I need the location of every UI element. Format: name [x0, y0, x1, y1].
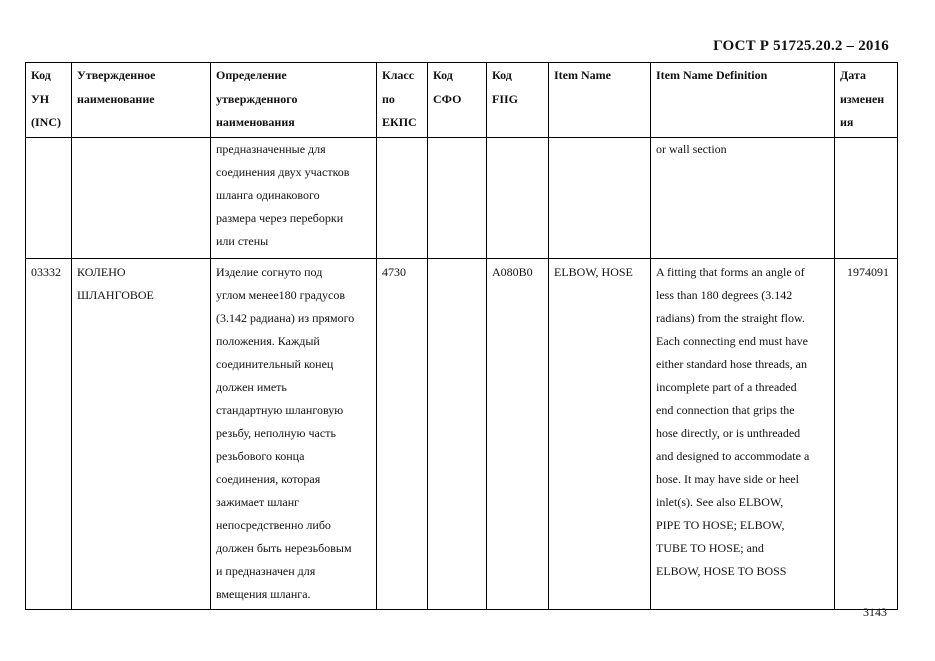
text-line: соединения двух участков [216, 165, 350, 179]
text-line: Item Name Definition [656, 68, 768, 82]
text-line: hose directly, or is unthreaded [656, 426, 801, 440]
text-line: (3.142 радиана) из прямого [216, 311, 355, 325]
text-line: inlet(s). See also ELBOW, [656, 495, 784, 509]
text-line: ШЛАНГОВОЕ [77, 288, 154, 302]
text-line: Код [31, 68, 51, 82]
cell-item-name [549, 259, 651, 610]
cell-ekps-class [377, 259, 428, 610]
text-line: УН [31, 91, 50, 106]
text-line: резьбового конца [216, 449, 305, 463]
text-line: или стены [216, 234, 269, 248]
text-line: Класс [382, 68, 415, 82]
text-line: Изделие согнуто под [216, 265, 323, 279]
text-line: резьбу, неполную часть [216, 426, 336, 440]
text-line: 1974091 [847, 265, 889, 279]
text-line: стандартную шланговую [216, 403, 344, 417]
text-line: less than 180 degrees (3.142 [656, 288, 793, 302]
text-line: соединения, которая [216, 472, 321, 486]
text-line: изменен [840, 91, 885, 106]
text-line: вмещения шланга. [216, 587, 311, 601]
cell-approved-definition [211, 138, 377, 259]
text-line: предназначенные для [216, 142, 326, 156]
text-line: Дата [840, 68, 866, 82]
text-line: непосредственно либо [216, 518, 331, 532]
text-line: ЕКПС [382, 115, 417, 129]
text-line: A080B0 [492, 265, 533, 279]
text-line: углом менее180 градусов [216, 288, 346, 302]
cell-sfo-code [428, 138, 487, 259]
text-line: ELBOW, HOSE [554, 265, 633, 279]
header-sfo-code [428, 63, 487, 138]
text-line: A fitting that forms an angle of [656, 265, 805, 279]
text-line: Each connecting end must have [656, 334, 808, 348]
text-line: соединительный конец [216, 357, 334, 371]
text-line: PIPE TO HOSE; ELBOW, [656, 518, 785, 532]
cell-fiig-code [487, 259, 549, 610]
text-line: по [382, 91, 395, 106]
cell-ekps-class [377, 138, 428, 259]
cell-inc [26, 138, 72, 259]
text-line: end connection that grips the [656, 403, 795, 417]
page-number: 3143 [863, 605, 887, 619]
table-header-row [26, 63, 898, 138]
table-row [26, 138, 898, 259]
header-ekps-class [377, 63, 428, 138]
cell-change-date [835, 259, 898, 610]
header-item-name [549, 63, 651, 138]
text-line: TUBE TO HOSE; and [656, 541, 764, 555]
text-line: и предназначен для [216, 564, 316, 578]
text-line: hose. It may have side or heel [656, 472, 799, 486]
text-line: зажимает шланг [216, 495, 300, 509]
header-inc [26, 63, 72, 138]
text-line: 4730 [382, 265, 406, 279]
text-line: Код [492, 68, 512, 82]
cell-inc [26, 259, 72, 610]
cell-item-name [549, 138, 651, 259]
text-line: 03332 [31, 265, 61, 279]
text-line: размера через переборки [216, 211, 344, 225]
cell-approved-name [72, 138, 211, 259]
text-line: Item Name [554, 68, 611, 82]
header-item-name-definition [651, 63, 835, 138]
text-line: ия [840, 115, 854, 129]
cell-change-date [835, 138, 898, 259]
text-line: incomplete part of a threaded [656, 380, 797, 394]
text-line: (INC) [31, 115, 61, 129]
text-line: СФО [433, 91, 462, 106]
header-approved-name [72, 63, 211, 138]
catalog-table [25, 62, 898, 610]
text-line: FIIG [492, 91, 519, 106]
text-line: either standard hose threads, an [656, 357, 807, 371]
text-line: Код [433, 68, 453, 82]
text-line: наименование [77, 91, 155, 106]
text-line: Определение [216, 68, 287, 82]
text-line: должен иметь [216, 380, 287, 394]
header-change-date [835, 63, 898, 138]
cell-approved-name [72, 259, 211, 610]
text-line: наименования [216, 115, 295, 129]
text-line: утвержденного [216, 91, 298, 106]
text-line: должен быть нерезьбовым [216, 541, 352, 555]
table-row [26, 259, 898, 610]
header-approved-definition [211, 63, 377, 138]
header-fiig-code [487, 63, 549, 138]
cell-item-name-definition [651, 259, 835, 610]
standard-title: ГОСТ Р 51725.20.2 – 2016 [713, 38, 889, 54]
text-line: положения. Каждый [216, 334, 320, 348]
text-line: шланга одинакового [216, 188, 320, 202]
text-line: КОЛЕНО [77, 265, 126, 279]
cell-item-name-definition [651, 138, 835, 259]
text-line: Утвержденное [77, 68, 156, 82]
cell-sfo-code [428, 259, 487, 610]
cell-approved-definition [211, 259, 377, 610]
text-line: ELBOW, HOSE TO BOSS [656, 564, 787, 578]
text-line: and designed to accommodate a [656, 449, 810, 463]
cell-fiig-code [487, 138, 549, 259]
text-line: or wall section [656, 142, 727, 156]
text-line: radians) from the straight flow. [656, 311, 805, 325]
